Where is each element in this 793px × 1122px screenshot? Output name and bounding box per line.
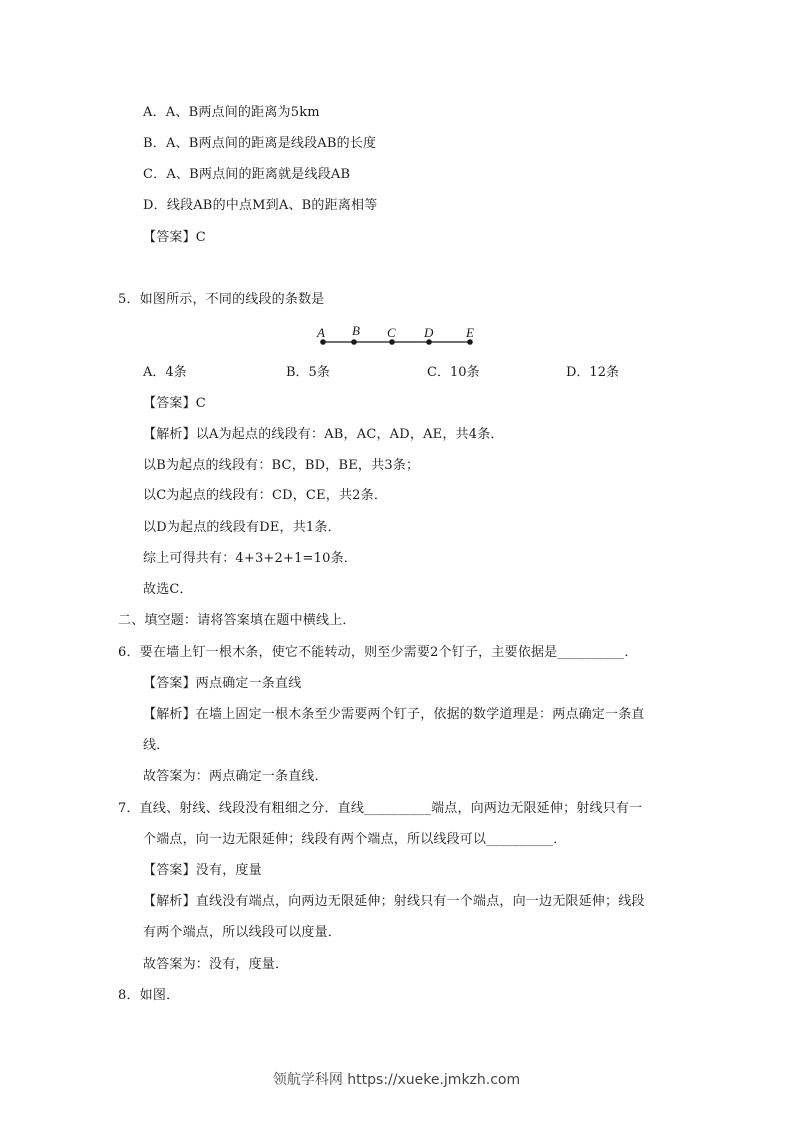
q7-analysis-line: 【解析】直线没有端点，向两边无限延伸；射线只有一个端点，向一边无限延伸；线段 [143, 894, 645, 909]
section-heading: 二、填空题：请将答案填在题中横线上． [118, 613, 356, 628]
label-b: B [352, 323, 360, 338]
q5-answer: 【答案】C [143, 396, 206, 411]
q5-analysis-line: 以B为起点的线段有：BC，BD，BE，共3条； [143, 458, 420, 473]
q4-option-b: B．A、B两点间的距离是线段AB的长度 [143, 136, 377, 151]
q7-stem-line: 7．直线、射线、线段没有粗细之分．直线__________端点，向两边无限延伸；射线只有一 [118, 801, 643, 816]
q7-stem-line: 个端点，向一边无限延伸；线段有两个端点，所以线段可以__________． [143, 832, 567, 847]
point-b [351, 339, 357, 345]
q7-conclusion: 故答案为：没有，度量． [143, 957, 289, 972]
label-e: E [466, 325, 474, 340]
point-a [320, 339, 326, 345]
label-a: A [317, 325, 325, 340]
point-d [426, 339, 432, 345]
q8-stem: 8．如图． [118, 988, 180, 1003]
q5-segment-figure [312, 322, 488, 352]
q5-option-b: B．5条 [286, 365, 330, 380]
q5-analysis-line: 综上可得共有：4+3+2+1=10条． [143, 551, 357, 566]
segment-diagram [312, 322, 488, 352]
q7-answer: 【答案】没有，度量 [143, 863, 262, 878]
q4-option-d: D．线段AB的中点M到A、B的距离相等 [143, 198, 378, 213]
q5-option-c: C．10条 [427, 365, 480, 380]
q5-conclusion: 故选C． [143, 582, 193, 597]
q5-analysis-line: 以C为起点的线段有：CD，CE，共2条． [143, 488, 388, 503]
label-d: D [424, 325, 434, 340]
q6-answer: 【答案】两点确定一条直线 [143, 676, 302, 691]
q6-analysis-line: 【解析】在墙上固定一根木条至少需要两个钉子，依据的数学道理是：两点确定一条直 [143, 707, 645, 722]
q5-stem: 5．如图所示，不同的线段的条数是 [118, 292, 325, 307]
q5-option-d: D．12条 [566, 365, 619, 380]
q4-answer: 【答案】C [143, 230, 206, 245]
q5-analysis-line: 以D为起点的线段有DE，共1条． [143, 520, 341, 535]
q4-option-c: C．A、B两点间的距离就是线段AB [143, 167, 351, 182]
q6-conclusion: 故答案为：两点确定一条直线． [143, 769, 328, 784]
q4-option-a: A．A、B两点间的距离为5km [143, 105, 320, 120]
q6-stem: 6．要在墙上钉一根木条，使它不能转动，则至少需要2个钉子，主要依据是__________． [118, 645, 638, 660]
q5-option-a: A．4条 [143, 365, 187, 380]
point-c [389, 339, 395, 345]
q6-analysis-line: 线． [143, 738, 170, 753]
page-footer: 领航学科网 https://xueke.jmkzh.com [272, 1072, 521, 1088]
q7-analysis-line: 有两个端点，所以线段可以度量． [143, 925, 342, 940]
q5-analysis-line: 【解析】以A为起点的线段有：AB，AC，AD，AE，共4条． [143, 427, 504, 442]
label-c: C [387, 325, 396, 340]
point-e [467, 339, 473, 345]
